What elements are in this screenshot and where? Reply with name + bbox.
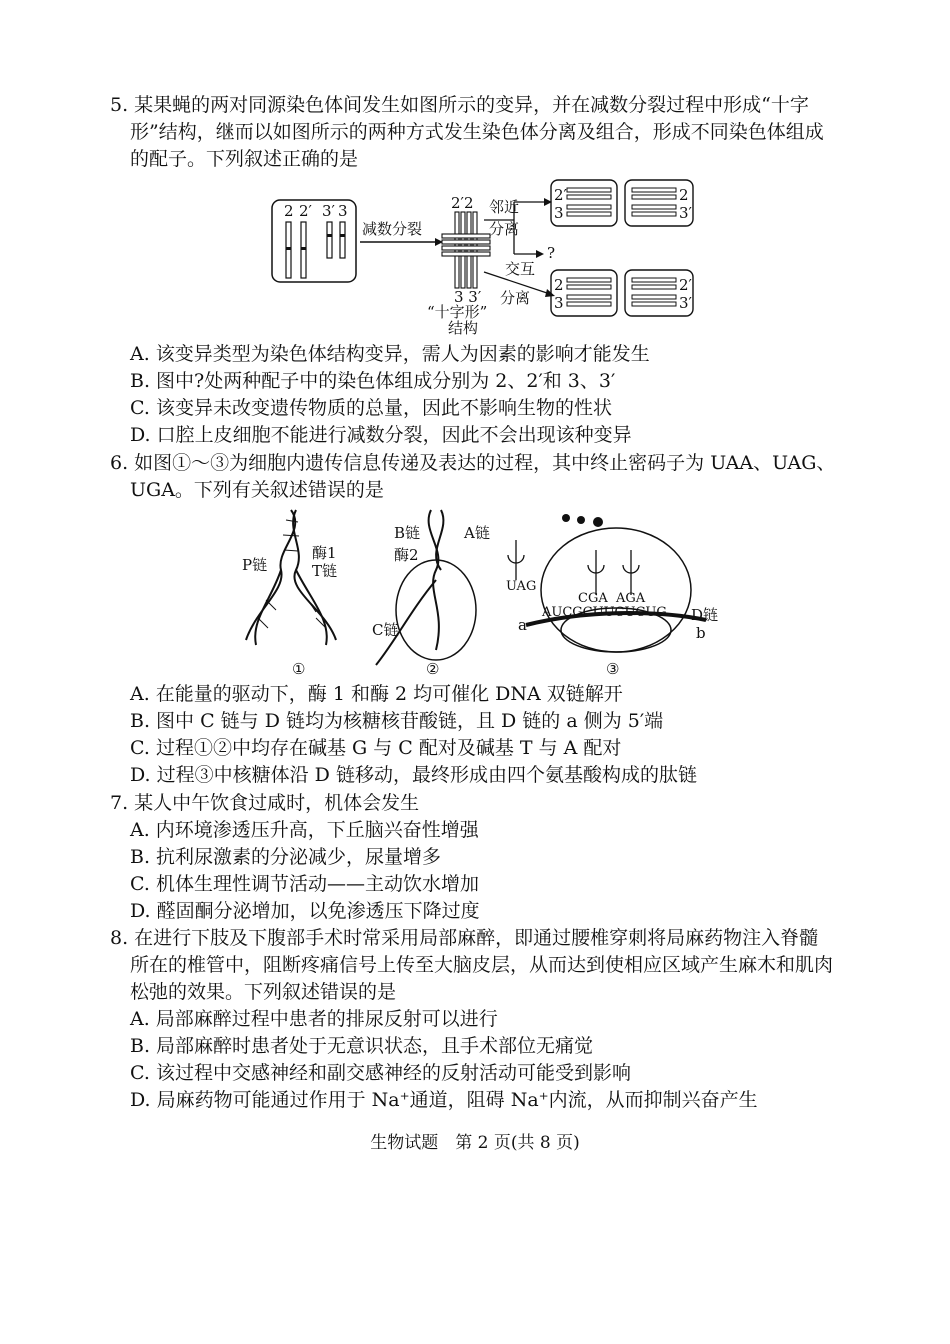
- q5-option-a: A. 该变异类型为染色体结构变异，需人为因素的影响才能发生: [130, 343, 650, 365]
- q5-chromosomes: [286, 222, 345, 278]
- q5-g1-left-bottom: 3: [554, 204, 564, 222]
- q5-label-3p: 3′: [322, 202, 335, 220]
- q8-option-c: C. 该过程中交感神经和副交感神经的反射活动可能受到影响: [130, 1062, 631, 1084]
- q5-option-b: B. 图中?处两种配子中的染色体组成分别为 2、2′和 3、3′: [130, 370, 616, 392]
- q6-b-chain-label: B链: [394, 524, 421, 542]
- q5-cross-top-label: 2′2: [451, 194, 474, 212]
- q6-num-1: ①: [292, 660, 306, 678]
- q6-stem-line-2: UGA。下列有关叙述错误的是: [130, 479, 384, 501]
- q6-anticodon-1: CGA: [578, 591, 608, 606]
- q5-cross-caption-2: 结构: [448, 319, 479, 337]
- q6-anticodon-2: AGA: [616, 591, 646, 606]
- q6-option-d: D. 过程③中核糖体沿 D 链移动，最终形成由四个氨基酸构成的肽链: [130, 764, 697, 786]
- q8-stem-line-3: 松弛的效果。下列叙述错误的是: [130, 981, 397, 1003]
- q8-option-a: A. 局部麻醉过程中患者的排尿反射可以进行: [130, 1008, 498, 1030]
- q5-gamete-bars-1: [567, 188, 611, 216]
- q5-adjacent-label-2: 分离: [489, 220, 520, 238]
- q5-g2-left-bottom: 3: [554, 294, 564, 312]
- q6-option-b: B. 图中 C 链与 D 链均为核糖核苷酸链，且 D 链的 a 侧为 5′端: [130, 710, 664, 732]
- q5-chromosome-figure: [270, 172, 710, 337]
- q6-option-c: C. 过程①②中均存在碱基 G 与 C 配对及碱基 T 与 A 配对: [130, 737, 622, 759]
- q5-g1-right-top: 2: [679, 186, 689, 204]
- q6-p-chain-label: P链: [242, 556, 268, 574]
- q5-stem-line-2: 形”结构，继而以如图所示的两种方式发生染色体分离及组合，形成不同染色体组成: [130, 121, 824, 143]
- q6-end-b: b: [696, 624, 706, 642]
- q5-g2-left-top: 2: [554, 276, 564, 294]
- q6-peptide-chain: [562, 514, 603, 527]
- q6-enzyme2-label: 酶2: [394, 546, 419, 564]
- q6-ribosome-large: [541, 528, 691, 652]
- q5-g2-right-top: 2′: [679, 276, 692, 294]
- q5-adjacent-label-1: 邻近: [489, 198, 520, 216]
- q8-stem-line-1: 8. 在进行下肢及下腹部手术时常采用局部麻醉，即通过腰椎穿刺将局麻药物注入脊髓: [110, 927, 819, 949]
- q6-num-3: ③: [606, 660, 620, 678]
- q7-option-d: D. 醛固酮分泌增加，以免渗透压下降过度: [130, 900, 480, 922]
- q5-stem-line-3: 的配子。下列叙述正确的是: [130, 148, 359, 170]
- q6-expression-figure: [236, 500, 736, 682]
- q7-option-c: C. 机体生理性调节活动——主动饮水增加: [130, 873, 479, 895]
- q6-end-a: a: [518, 616, 527, 634]
- q6-mrna-sequence: AUCGCUUCUCUG: [542, 605, 667, 620]
- q5-alternate-label-2: 分离: [500, 289, 531, 307]
- q5-cross-bottom-label: 3 3′: [454, 288, 482, 306]
- q5-g1-right-bottom: 3′: [679, 204, 692, 222]
- q5-option-d: D. 口腔上皮细胞不能进行减数分裂，因此不会出现该种变异: [130, 424, 632, 446]
- q6-num-2: ②: [426, 660, 440, 678]
- q8-stem-line-2: 所在的椎管中，阻断疼痛信号上传至大脑皮层，从而达到使相应区域产生麻木和肌肉: [130, 954, 834, 976]
- q5-cross-structure: [442, 212, 490, 288]
- q6-panel2-dna: [429, 510, 444, 650]
- q5-label-2: 2: [284, 202, 294, 220]
- q6-option-a: A. 在能量的驱动下，酶 1 和酶 2 均可催化 DNA 双链解开: [130, 683, 623, 705]
- q7-stem: 7. 某人中午饮食过咸时，机体会发生: [110, 792, 420, 814]
- q5-g1-left-top: 2′: [554, 186, 567, 204]
- q7-option-a: A. 内环境渗透压升高，下丘脑兴奋性增强: [130, 819, 479, 841]
- q5-alternate-label-1: 交互: [505, 260, 536, 278]
- page-footer: 生物试题 第 2 页(共 8 页): [370, 1133, 580, 1153]
- q8-option-d: D. 局麻药物可能通过作用于 Na⁺通道，阻碍 Na⁺内流，从而抑制兴奋产生: [130, 1089, 758, 1111]
- q8-option-b: B. 局部麻醉时患者处于无意识状态，且手术部位无痛觉: [130, 1035, 594, 1057]
- q5-label-2p: 2′: [299, 202, 312, 220]
- q6-a-chain-label: A链: [464, 524, 490, 542]
- q5-g2-right-bottom: 3′: [679, 294, 692, 312]
- q6-enzyme1-label: 酶1: [312, 544, 337, 562]
- q5-question-mark: ?: [547, 244, 556, 262]
- q5-gamete-bars-2: [632, 188, 676, 216]
- q6-enzyme2-body: [396, 560, 476, 660]
- q6-stem-line-1: 6. 如图①～③为细胞内遗传信息传递及表达的过程，其中终止密码子为 UAA、UAG、: [110, 452, 836, 474]
- q5-stem-line-1: 5. 某果蝇的两对同源染色体间发生如图所示的变异，并在减数分裂过程中形成“十字: [110, 94, 809, 116]
- q5-gamete-bars-4: [632, 278, 676, 306]
- q7-option-b: B. 抗利尿激素的分泌减少，尿量增多: [130, 846, 442, 868]
- q6-codon-left: UAG: [506, 579, 537, 594]
- q6-t-chain-label: T链: [312, 562, 338, 580]
- q6-d-chain-label: D链: [691, 606, 719, 624]
- q5-cross-caption-1: “十字形”: [427, 303, 488, 321]
- q5-arrow-meiosis-label: 减数分裂: [362, 220, 423, 238]
- q5-chromosome-bands: [286, 234, 345, 250]
- q5-label-3: 3: [338, 202, 348, 220]
- q5-option-c: C. 该变异未改变遗传物质的总量，因此不影响生物的性状: [130, 397, 612, 419]
- q6-c-chain-label: C链: [372, 621, 399, 639]
- q5-gamete-bars-3: [567, 278, 611, 306]
